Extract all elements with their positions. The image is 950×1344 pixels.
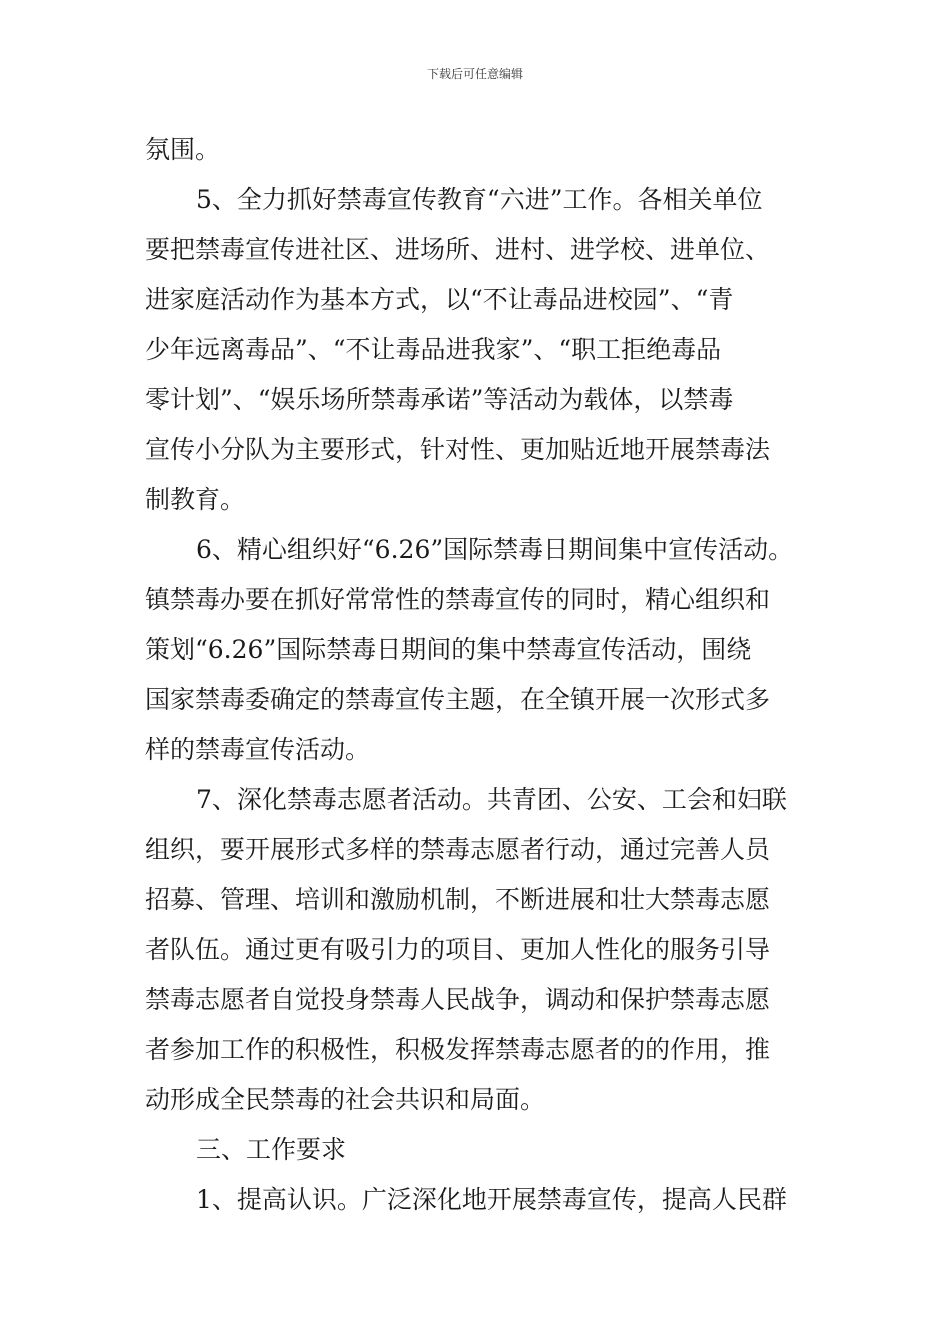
text-line: 少年远离毒品”、“不让毒品进我家”、“职工拒绝毒品	[145, 335, 722, 364]
text-line: 要把禁毒宣传进社区、进场所、进村、进学校、进单位、	[145, 235, 771, 264]
text-line: 策划“6.26”国际禁毒日期间的集中禁毒宣传活动，围绕	[145, 635, 752, 664]
text-line: 1、提高认识。广泛深化地开展禁毒宣传，提高人民群	[196, 1185, 787, 1214]
text-line: 氛围。	[145, 135, 221, 164]
text-line: 5、全力抓好禁毒宣传教育“六进”工作。各相关单位	[196, 185, 763, 214]
text-line: 进家庭活动作为基本方式，以“不让毒品进校园”、“青	[145, 285, 734, 314]
text-line: 7、深化禁毒志愿者活动。共青团、公安、工会和妇联	[196, 785, 787, 814]
text-line: 禁毒志愿者自觉投身禁毒人民战争，调动和保护禁毒志愿	[145, 985, 771, 1014]
text-line: 组织，要开展形式多样的禁毒志愿者行动，通过完善人员	[145, 835, 771, 864]
text-line: 国家禁毒委确定的禁毒宣传主题，在全镇开展一次形式多	[145, 685, 771, 714]
text-line: 宣传小分队为主要形式，针对性、更加贴近地开展禁毒法	[145, 435, 771, 464]
text-line: 动形成全民禁毒的社会共识和局面。	[145, 1085, 546, 1114]
text-line: 镇禁毒办要在抓好常常性的禁毒宣传的同时，精心组织和	[145, 585, 771, 614]
text-line: 样的禁毒宣传活动。	[145, 735, 371, 764]
text-line: 招募、管理、培训和激励机制，不断进展和壮大禁毒志愿	[145, 885, 771, 914]
text-line: 零计划”、“娱乐场所禁毒承诺”等活动为载体，以禁毒	[145, 385, 734, 414]
document-body	[145, 125, 825, 1225]
text-line: 者队伍。通过更有吸引力的项目、更加人性化的服务引导	[145, 935, 771, 964]
section-heading: 三、工作要求	[196, 1135, 347, 1164]
page-header-note: 下载后可任意编辑	[426, 67, 523, 81]
text-line: 6、精心组织好“6.26”国际禁毒日期间集中宣传活动。	[196, 535, 794, 564]
text-line: 者参加工作的积极性，积极发挥禁毒志愿者的的作用，推	[145, 1035, 771, 1064]
text-line: 制教育。	[145, 485, 246, 514]
